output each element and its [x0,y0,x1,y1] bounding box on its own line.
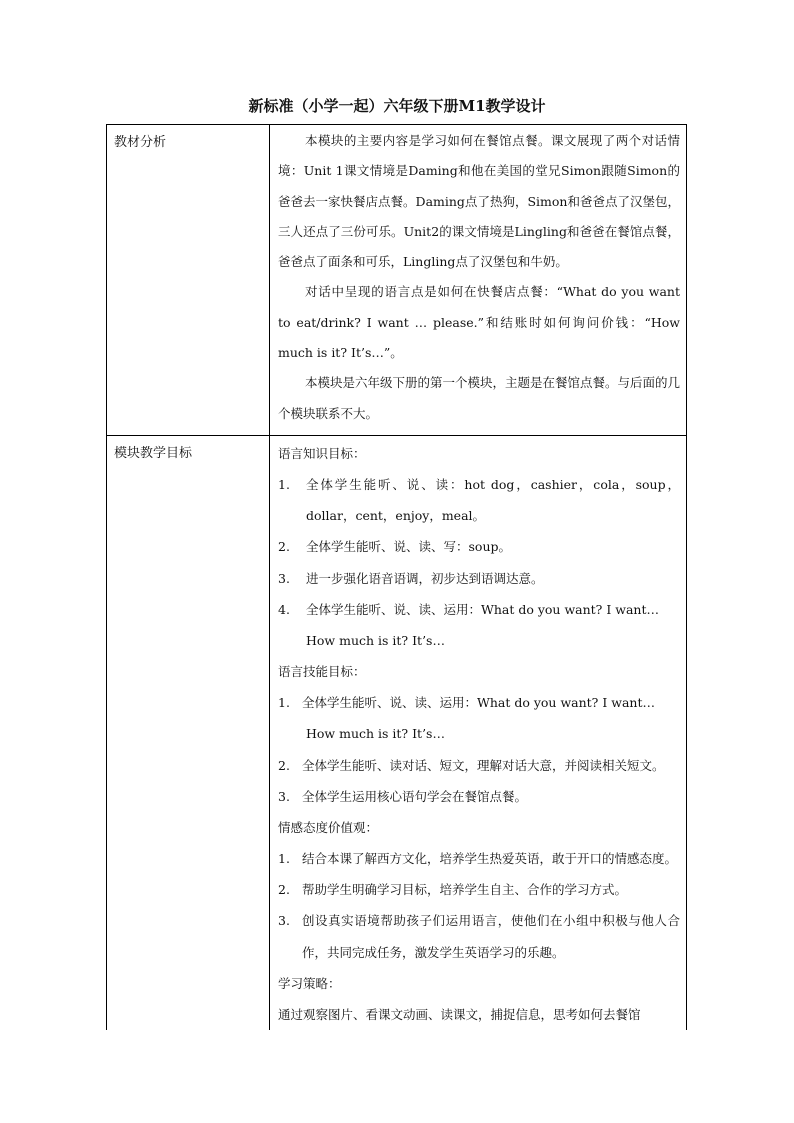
table-row-module-objectives [107,435,687,1029]
item-number: 3. [278,913,290,929]
item-text: 全体学生运用核心语句学会在餐馆点餐。 [302,788,528,804]
item-number: 1. [278,851,290,866]
analysis-paragraph-1: 本模块的主要内容是学习如何在餐馆点餐。课文展现了两个对话情境：Unit 1课文情境是Daming和他在美国的堂兄Simon跟随Simon的爸爸去一家快餐店点餐。Daming点了热狗，Simon和爸爸点了汉堡包，三人还点了三份可乐。Unit2的课文情境是Lingling和爸爸在餐馆点餐，爸爸点了面条和可乐，Lingling点了汉堡包和牛奶。 [278,133,680,270]
item-number: 1. [278,476,290,492]
item-text: 全体学生能听、说、读：hot dog，cashier，cola，soup，dollar，cent，enjoy，meal。 [306,476,680,524]
item-text-line: 全体学生能听、说、读、运用：What do you want? I want… [306,601,659,617]
item-text: 创设真实语境帮助孩子们运用语言，使他们在小组中积极与他人合作，共同完成任务，激发学生英语学习的乐趣。 [302,913,680,960]
item-text [302,687,680,749]
item-text: 全体学生能听、读对话、短文，理解对话大意，并阅读相关短文。 [302,757,665,773]
item-text [306,594,680,656]
item-text: 帮助学生明确学习目标，培养学生自主、合作的学习方式。 [302,882,628,898]
item-text: 结合本课了解西方文化，培养学生热爱英语，敢于开口的情感态度。 [302,851,678,866]
item-text: 全体学生能听、说、读、写：soup。 [306,539,511,555]
learning-strategy-heading: 学习策略： [278,975,341,991]
document-title: 新标准（小学一起）六年级下册M1教学设计 [248,97,546,115]
skills-objectives-heading: 语言技能目标： [278,664,366,680]
item-number: 1. [278,695,290,711]
item-text-line: 全体学生能听、说、读、运用：What do you want? I want… [302,695,655,711]
item-number: 2. [278,757,290,773]
item-number: 4. [278,601,290,617]
item-text-continuation: How much is it? It’s… [306,726,445,742]
knowledge-objectives-heading: 语言知识目标： [278,445,366,461]
knowledge-item-3 [278,563,680,594]
knowledge-item-1 [278,469,680,531]
learning-strategy-text: 通过观察图片、看课文动画、读课文，捕捉信息，思考如何去餐馆 [278,1006,641,1022]
attitude-item-1 [278,843,680,874]
attitude-item-3 [278,905,680,967]
row-label-module-objectives: 模块教学目标 [107,435,270,1029]
item-text: 进一步强化语音语调，初步达到语调达意。 [306,570,544,586]
attitude-values-heading: 情感态度价值观： [278,820,379,835]
row-label-material-analysis: 教材分析 [107,125,270,436]
skills-item-1 [278,687,680,749]
table-row-material-analysis [107,125,687,436]
analysis-paragraph-3: 本模块是六年级下册的第一个模块，主题是在餐馆点餐。与后面的几个模块联系不大。 [278,375,681,421]
item-number: 3. [278,570,290,586]
attitude-item-2 [278,874,680,905]
material-analysis-cell [270,125,687,436]
module-objectives-cell [270,435,687,1029]
knowledge-item-4 [278,594,680,656]
knowledge-item-2 [278,531,680,562]
analysis-paragraph-2: 对话中呈现的语言点是如何在快餐店点餐：“What do you want to eat/drink? I want … please.”和结账时如何询问价钱：“How much is it? It’s…”。 [278,284,680,361]
item-number: 2. [278,539,290,555]
skills-item-2 [278,750,680,781]
lesson-plan-table [106,124,687,1030]
item-number: 2. [278,882,290,898]
item-text-continuation: How much is it? It’s… [306,632,445,648]
skills-item-3 [278,781,680,812]
item-number: 3. [278,788,290,804]
